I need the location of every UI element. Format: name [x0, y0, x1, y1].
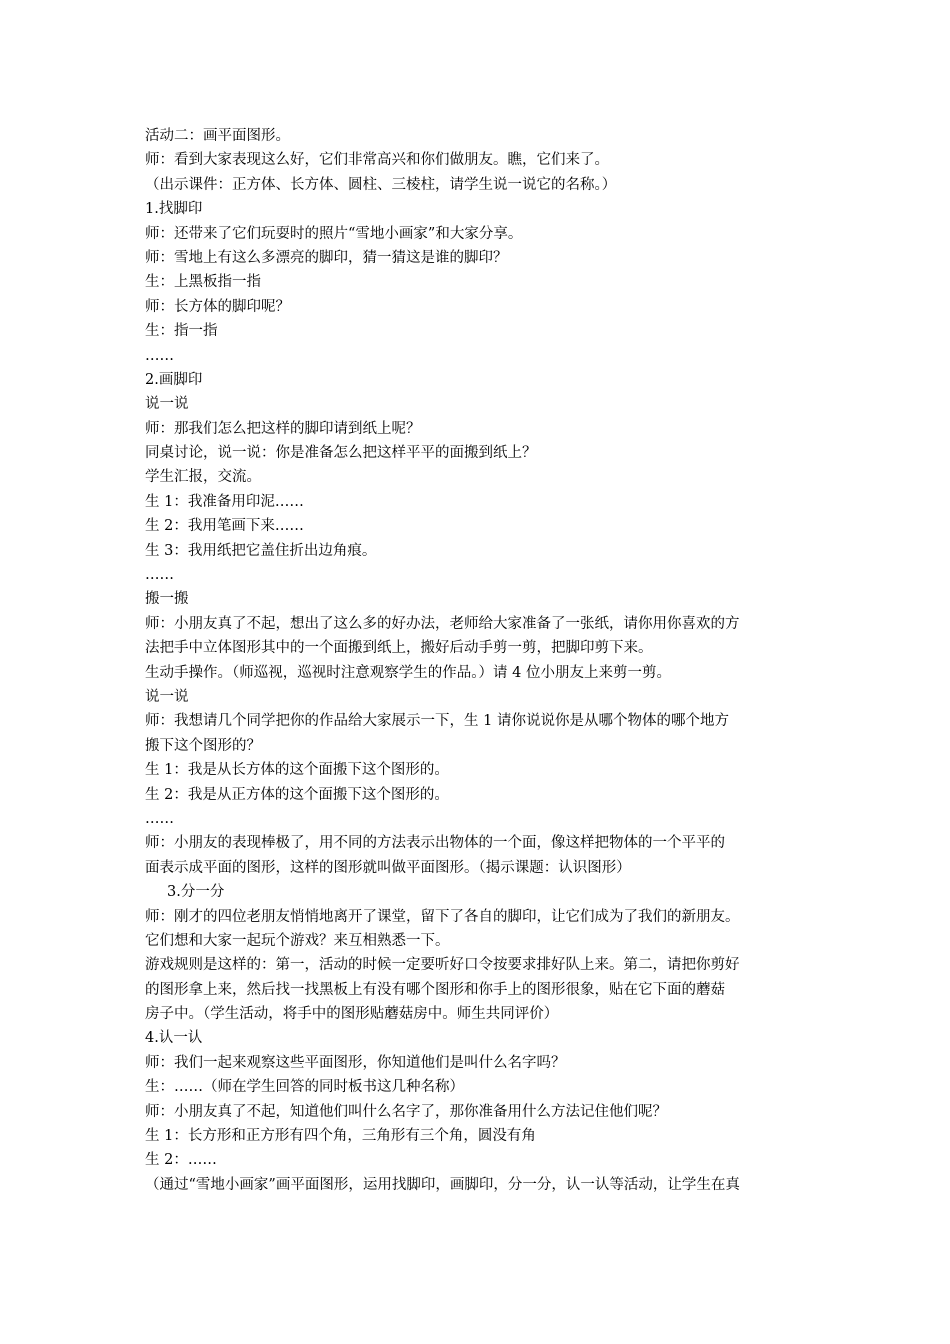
paragraph-line: 法把手中立体图形其中的一个面搬到纸上，搬好后动手剪一剪，把脚印剪下来。: [145, 640, 653, 657]
document-body: [145, 124, 810, 1197]
paragraph-line: 生：上黑板指一指: [145, 274, 261, 291]
paragraph-line: 师：看到大家表现这么好，它们非常高兴和你们做朋友。瞧，它们来了。: [145, 152, 609, 169]
paragraph-line: 师：小朋友真了不起，想出了这么多的好办法，老师给大家准备了一张纸，请你用你喜欢的方: [145, 615, 740, 632]
paragraph-line: 师：小朋友真了不起，知道他们叫什么名字了，那你准备用什么方法记住他们呢？: [145, 1103, 667, 1120]
section-heading: 4.认一认: [145, 1030, 203, 1047]
subsection-heading: 说一说: [145, 688, 189, 705]
section-heading: 3.分一分: [167, 884, 225, 901]
paragraph-line: 游戏规则是这样的：第一，活动的时候一定要听好口令按要求排好队上来。第二，请把你剪好: [145, 957, 740, 974]
paragraph-line: 师：还带来了它们玩耍时的照片“雪地小画家”和大家分享。: [145, 225, 523, 242]
paragraph-line: 生 3：我用纸把它盖住折出边角痕。: [145, 542, 377, 559]
paragraph-line: 学生汇报，交流。: [145, 469, 261, 486]
ellipsis-line: ……: [145, 347, 174, 364]
paragraph-line: 师：我们一起来观察这些平面图形，你知道他们是叫什么名字吗？: [145, 1054, 566, 1071]
paragraph-line: 师：雪地上有这么多漂亮的脚印，猜一猜这是谁的脚印？: [145, 249, 508, 266]
ellipsis-line: ……: [145, 810, 174, 827]
paragraph-line: 师：刚才的四位老朋友悄悄地离开了课堂，留下了各自的脚印，让它们成为了我们的新朋友。: [145, 908, 740, 925]
paragraph-line: （出示课件：正方体、长方体、圆柱、三棱柱，请学生说一说它的名称。）: [145, 176, 617, 193]
section-heading: 1.找脚印: [145, 201, 203, 218]
paragraph-line: 生：指一指: [145, 323, 218, 340]
paragraph-line: 生 1：我准备用印泥……: [145, 493, 304, 510]
paragraph-line: 生 2：我是从正方体的这个面搬下这个图形的。: [145, 786, 449, 803]
paragraph-line: 面表示成平面的图形，这样的图形就叫做平面图形。（揭示课题：认识图形）: [145, 859, 631, 876]
paragraph-line: 师：那我们怎么把这样的脚印请到纸上呢？: [145, 420, 421, 437]
paragraph-line: 的图形拿上来，然后找一找黑板上有没有哪个图形和你手上的图形很象，贴在它下面的蘑菇: [145, 981, 725, 998]
paragraph-line: （通过“雪地小画家”画平面图形，运用找脚印，画脚印，分一分，认一认等活动，让学生在真: [145, 1176, 740, 1193]
paragraph-line: 生：……（师在学生回答的同时板书这几种名称）: [145, 1079, 464, 1096]
paragraph-line: 搬下这个图形的？: [145, 737, 261, 754]
paragraph-line: 房子中。（学生活动，将手中的图形贴蘑菇房中。师生共同评价）: [145, 1006, 559, 1023]
activity-heading: 活动二：画平面图形。: [145, 128, 290, 144]
subsection-heading: 搬一搬: [145, 591, 189, 608]
subsection-heading: 说一说: [145, 396, 189, 413]
paragraph-line: 师：我想请几个同学把你的作品给大家展示一下，生 1 请你说说你是从哪个物体的哪个地方: [145, 713, 729, 730]
paragraph-line: 生 2：……: [145, 1152, 217, 1169]
paragraph-line: 它们想和大家一起玩个游戏？来互相熟悉一下。: [145, 932, 450, 949]
paragraph-line: 师：长方体的脚印呢？: [145, 298, 290, 315]
paragraph-line: 生 1：我是从长方体的这个面搬下这个图形的。: [145, 762, 449, 779]
ellipsis-line: ……: [145, 567, 174, 584]
paragraph-line: 师：小朋友的表现棒极了，用不同的方法表示出物体的一个面，像这样把物体的一个平平的: [145, 835, 725, 852]
paragraph-line: 同桌讨论，说一说：你是准备怎么把这样平平的面搬到纸上？: [145, 445, 537, 462]
paragraph-line: 生 2：我用笔画下来……: [145, 518, 304, 535]
paragraph-line: 生动手操作。（师巡视，巡视时注意观察学生的作品。）请 4 位小朋友上来剪一剪。: [145, 664, 671, 681]
section-heading: 2.画脚印: [145, 371, 203, 388]
paragraph-line: 生 1：长方形和正方形有四个角，三角形有三个角，圆没有角: [145, 1128, 536, 1145]
